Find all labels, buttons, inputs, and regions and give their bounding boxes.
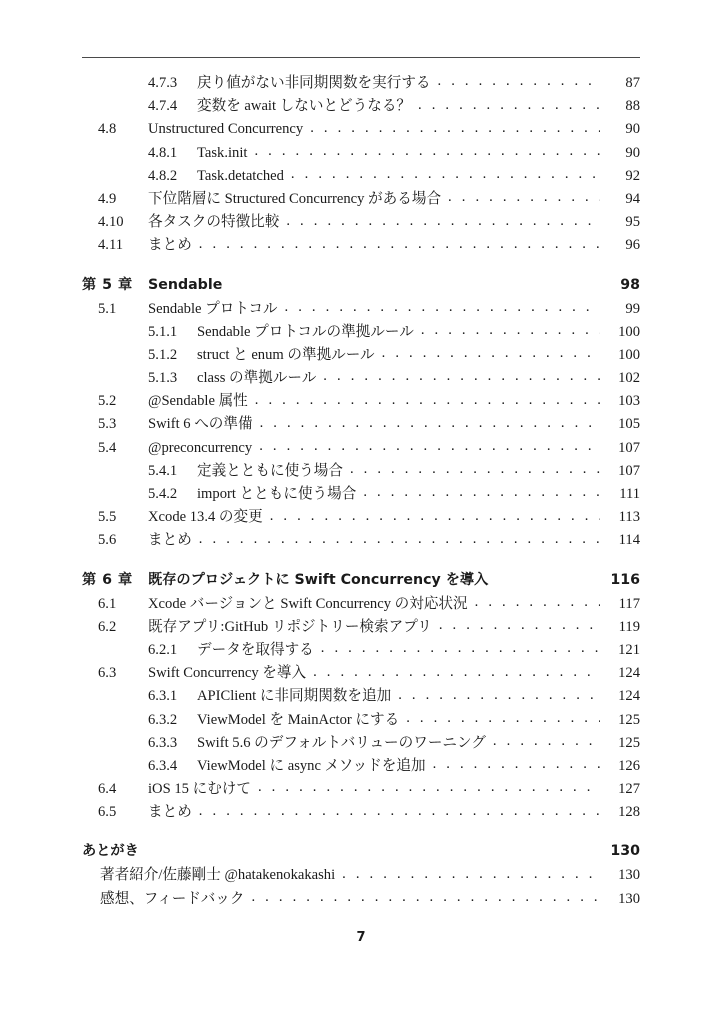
toc-entry-page-number: 124 bbox=[618, 688, 640, 705]
toc-entry[interactable] bbox=[82, 298, 640, 321]
toc-entry-page-number: 88 bbox=[625, 98, 640, 115]
toc-entry[interactable] bbox=[82, 662, 640, 685]
toc-leader-dots bbox=[251, 892, 600, 906]
toc-entry-title: APIClient に非同期関数を追加 bbox=[197, 688, 392, 705]
toc-entry-number: 6.5 bbox=[98, 804, 117, 821]
toc-entry-title: @preconcurrency bbox=[148, 439, 253, 456]
toc-entry-page-number: 95 bbox=[625, 214, 640, 231]
toc-leader-dots bbox=[259, 441, 600, 455]
toc-entry-number: 4.11 bbox=[98, 237, 123, 254]
toc-entry-page-number: 125 bbox=[618, 734, 640, 751]
toc-entry-page-number: 98 bbox=[620, 276, 640, 293]
toc-entry-page-number: 121 bbox=[618, 641, 640, 658]
toc-leader-dots bbox=[286, 216, 600, 230]
toc-entry[interactable] bbox=[82, 118, 640, 141]
toc-entry-title: class の準拠ルール bbox=[197, 370, 317, 387]
toc-entry-number: 5.1 bbox=[98, 300, 117, 317]
toc-entry-number: 6.1 bbox=[98, 595, 117, 612]
toc-entry[interactable] bbox=[82, 529, 640, 552]
toc-entry-title: 戻り値がない非同期関数を実行する bbox=[197, 75, 431, 91]
toc-entry-number: 6.3 bbox=[98, 665, 117, 682]
toc-leader-dots bbox=[439, 620, 600, 634]
toc-leader-dots bbox=[229, 278, 600, 292]
toc-entry-page-number: 107 bbox=[618, 439, 640, 456]
toc-leader-dots bbox=[350, 464, 600, 478]
toc-entry-title: Sendable bbox=[148, 276, 223, 293]
toc-entry[interactable] bbox=[82, 165, 640, 188]
toc-entry-title: 既存のプロジェクトに Swift Concurrency を導入 bbox=[148, 571, 489, 588]
toc-leader-dots bbox=[199, 806, 600, 820]
toc-entry-number: 5.4.2 bbox=[148, 486, 178, 502]
toc-entry-number: 4.8 bbox=[98, 121, 117, 138]
toc-entry-number: 4.10 bbox=[98, 214, 124, 231]
toc-entry-page-number: 96 bbox=[625, 237, 640, 254]
toc-leader-dots bbox=[418, 100, 600, 114]
toc-leader-dots bbox=[199, 534, 600, 548]
toc-entry-number: 4.8.1 bbox=[148, 144, 178, 161]
toc-leader-dots bbox=[260, 418, 600, 432]
footer-page-number: 7 bbox=[356, 930, 366, 945]
toc-entry-title: 著者紹介/佐藤剛士 @hatakenokakashi bbox=[100, 867, 336, 884]
toc-entry-number: 6.3.1 bbox=[148, 688, 178, 705]
toc-entry[interactable] bbox=[82, 321, 640, 344]
toc-entry-number: 5.6 bbox=[98, 532, 117, 549]
toc-entry-page-number: 107 bbox=[618, 462, 640, 479]
toc-leader-dots bbox=[321, 644, 600, 658]
toc-entry[interactable] bbox=[82, 709, 640, 732]
toc-leader-dots bbox=[421, 325, 600, 339]
toc-entry-title: ViewModel に async メソッドを追加 bbox=[197, 757, 426, 774]
toc-entry-title: あとがき bbox=[82, 843, 139, 860]
toc-entry-title: Task.detatched bbox=[197, 167, 284, 184]
toc-entry[interactable] bbox=[82, 367, 640, 390]
toc-entry-title: Xcode 13.4 の変更 bbox=[148, 509, 263, 526]
toc-entry-title: Xcode バージョンと Swift Concurrency の対応状況 bbox=[148, 595, 468, 612]
toc-entry[interactable] bbox=[82, 413, 640, 436]
toc-leader-dots bbox=[313, 667, 600, 681]
toc-entry-page-number: 124 bbox=[618, 665, 640, 682]
toc-entry-page-number: 87 bbox=[625, 75, 640, 91]
toc-entry-number: 第 6 章 bbox=[82, 571, 133, 588]
toc-entry-page-number: 130 bbox=[618, 890, 640, 907]
toc-entry[interactable] bbox=[82, 864, 640, 887]
toc-entry-number: 6.3.2 bbox=[148, 711, 178, 728]
toc-entry[interactable] bbox=[82, 616, 640, 639]
toc-entry[interactable] bbox=[82, 888, 640, 911]
toc-entry-page-number: 130 bbox=[618, 867, 640, 884]
toc-leader-dots bbox=[495, 573, 600, 587]
toc-entry-number: 5.2 bbox=[98, 393, 117, 410]
toc-entry-title: ViewModel を MainActor にする bbox=[197, 711, 400, 728]
toc-leader-dots bbox=[310, 123, 600, 137]
toc-entry-page-number: 127 bbox=[618, 781, 640, 798]
toc-entry[interactable] bbox=[82, 188, 640, 211]
toc-leader-dots bbox=[342, 869, 600, 883]
toc-leader-dots bbox=[398, 690, 600, 704]
toc-leader-dots bbox=[323, 372, 600, 386]
toc-entry-title: Swift 6 への準備 bbox=[148, 416, 253, 433]
toc-leader-dots bbox=[475, 597, 600, 611]
toc-entry[interactable] bbox=[82, 732, 640, 755]
toc-entry-page-number: 119 bbox=[618, 618, 640, 635]
toc-entry[interactable] bbox=[82, 390, 640, 413]
toc-entry-number: 6.2 bbox=[98, 618, 117, 635]
toc-entry-number: 6.2.1 bbox=[148, 641, 178, 658]
toc-entry[interactable] bbox=[82, 801, 640, 824]
toc-entry-number: 6.4 bbox=[98, 781, 117, 798]
toc-leader-dots bbox=[438, 77, 600, 91]
toc-entry-page-number: 105 bbox=[618, 416, 640, 433]
toc-entry-number: 5.4 bbox=[98, 439, 117, 456]
toc-entry[interactable] bbox=[82, 593, 640, 616]
toc-entry-title: Task.init bbox=[197, 144, 248, 161]
toc-entry-title: Sendable プロトコル bbox=[148, 300, 278, 317]
toc-entry-number: 6.3.4 bbox=[148, 757, 178, 774]
toc-entry[interactable] bbox=[82, 483, 640, 506]
toc-entry-page-number: 103 bbox=[618, 393, 640, 410]
toc-entry-page-number: 92 bbox=[625, 167, 640, 184]
toc-entry-title: 下位階層に Structured Concurrency がある場合 bbox=[148, 190, 442, 207]
toc-entry-page-number: 116 bbox=[610, 571, 640, 588]
table-of-contents-list bbox=[82, 72, 640, 911]
toc-entry-page-number: 100 bbox=[618, 346, 640, 363]
toc-entry-title: 感想、フィードバック bbox=[100, 890, 245, 907]
toc-leader-dots bbox=[406, 713, 600, 727]
toc-entry-title: Unstructured Concurrency bbox=[148, 121, 304, 138]
toc-entry[interactable] bbox=[82, 437, 640, 460]
toc-entry-title: まとめ bbox=[148, 532, 192, 549]
toc-entry-page-number: 113 bbox=[618, 509, 640, 526]
toc-entry-number: 5.1.3 bbox=[148, 370, 178, 387]
toc-entry-page-number: 128 bbox=[618, 804, 640, 821]
toc-entry-page-number: 99 bbox=[625, 300, 640, 317]
toc-leader-dots bbox=[291, 169, 600, 183]
toc-entry[interactable] bbox=[82, 460, 640, 483]
toc-leader-dots bbox=[493, 736, 600, 750]
toc-entry-number: 5.1.1 bbox=[148, 323, 178, 340]
toc-entry-page-number: 100 bbox=[618, 323, 640, 340]
toc-entry-title: 定義とともに使う場合 bbox=[197, 462, 343, 479]
toc-entry-page-number: 114 bbox=[618, 532, 640, 549]
toc-leader-dots bbox=[199, 239, 600, 253]
toc-leader-dots bbox=[285, 302, 600, 316]
toc-leader-dots bbox=[363, 488, 600, 502]
toc-entry-title: Swift 5.6 のデフォルトバリューのワーニング bbox=[197, 734, 486, 751]
toc-entry[interactable] bbox=[82, 838, 640, 864]
header-rule bbox=[82, 57, 640, 58]
toc-entry-title: 変数を await しないとどうなる？ bbox=[197, 98, 412, 115]
toc-entry[interactable] bbox=[82, 344, 640, 367]
toc-entry[interactable] bbox=[82, 211, 640, 234]
toc-entry[interactable] bbox=[82, 778, 640, 801]
toc-leader-dots bbox=[146, 844, 600, 858]
toc-entry-title: まとめ bbox=[148, 237, 192, 254]
toc-entry-page-number: 125 bbox=[618, 711, 640, 728]
toc-entry[interactable] bbox=[82, 567, 640, 593]
toc-entry[interactable] bbox=[82, 506, 640, 529]
toc-entry-title: まとめ bbox=[148, 804, 192, 821]
toc-entry-number: 4.8.2 bbox=[148, 167, 178, 184]
toc-entry-page-number: 117 bbox=[618, 595, 640, 612]
toc-entry-title: iOS 15 にむけて bbox=[148, 781, 251, 798]
toc-entry-page-number: 130 bbox=[610, 843, 640, 860]
toc-entry-title: データを取得する bbox=[197, 641, 314, 658]
toc-entry-title: 各タスクの特徴比較 bbox=[148, 214, 280, 231]
toc-entry-title: @Sendable 属性 bbox=[148, 393, 248, 410]
toc-entry[interactable] bbox=[82, 234, 640, 257]
toc-entry-number: 4.9 bbox=[98, 190, 117, 207]
toc-entry-title: import とともに使う場合 bbox=[197, 486, 357, 502]
toc-entry-number: 5.1.2 bbox=[148, 346, 178, 363]
toc-entry-title: Sendable プロトコルの準拠ルール bbox=[197, 323, 414, 340]
toc-entry[interactable] bbox=[82, 639, 640, 662]
toc-entry[interactable] bbox=[82, 72, 640, 95]
toc-entry-number: 5.4.1 bbox=[148, 462, 178, 479]
toc-entry-number: 第 5 章 bbox=[82, 276, 133, 293]
toc-leader-dots bbox=[433, 759, 600, 773]
toc-entry-number: 5.5 bbox=[98, 509, 117, 526]
toc-entry-title: Swift Concurrency を導入 bbox=[148, 665, 307, 682]
toc-entry-page-number: 90 bbox=[625, 144, 640, 161]
toc-entry-page-number: 102 bbox=[618, 370, 640, 387]
toc-entry-page-number: 94 bbox=[625, 190, 640, 207]
toc-leader-dots bbox=[258, 783, 600, 797]
toc-leader-dots bbox=[254, 146, 600, 160]
toc-entry-title: 既存アプリ:GitHub リポジトリー検索アプリ bbox=[148, 618, 432, 635]
toc-leader-dots bbox=[382, 348, 600, 362]
toc-leader-dots bbox=[255, 395, 600, 409]
toc-entry-number: 6.3.3 bbox=[148, 734, 178, 751]
toc-entry-number: 4.7.3 bbox=[148, 75, 178, 91]
toc-entry[interactable] bbox=[82, 142, 640, 165]
toc-leader-dots bbox=[448, 193, 600, 207]
toc-entry[interactable] bbox=[82, 685, 640, 708]
toc-entry-title: struct と enum の準拠ルール bbox=[197, 346, 375, 363]
toc-entry-page-number: 111 bbox=[619, 486, 640, 502]
toc-entry-page-number: 126 bbox=[618, 757, 640, 774]
toc-entry-page-number: 90 bbox=[625, 121, 640, 138]
toc-entry-number: 5.3 bbox=[98, 416, 117, 433]
toc-entry[interactable] bbox=[82, 272, 640, 298]
toc-leader-dots bbox=[270, 511, 600, 525]
toc-entry-number: 4.7.4 bbox=[148, 98, 178, 115]
toc-entry[interactable] bbox=[82, 755, 640, 778]
toc-entry[interactable] bbox=[82, 95, 640, 118]
